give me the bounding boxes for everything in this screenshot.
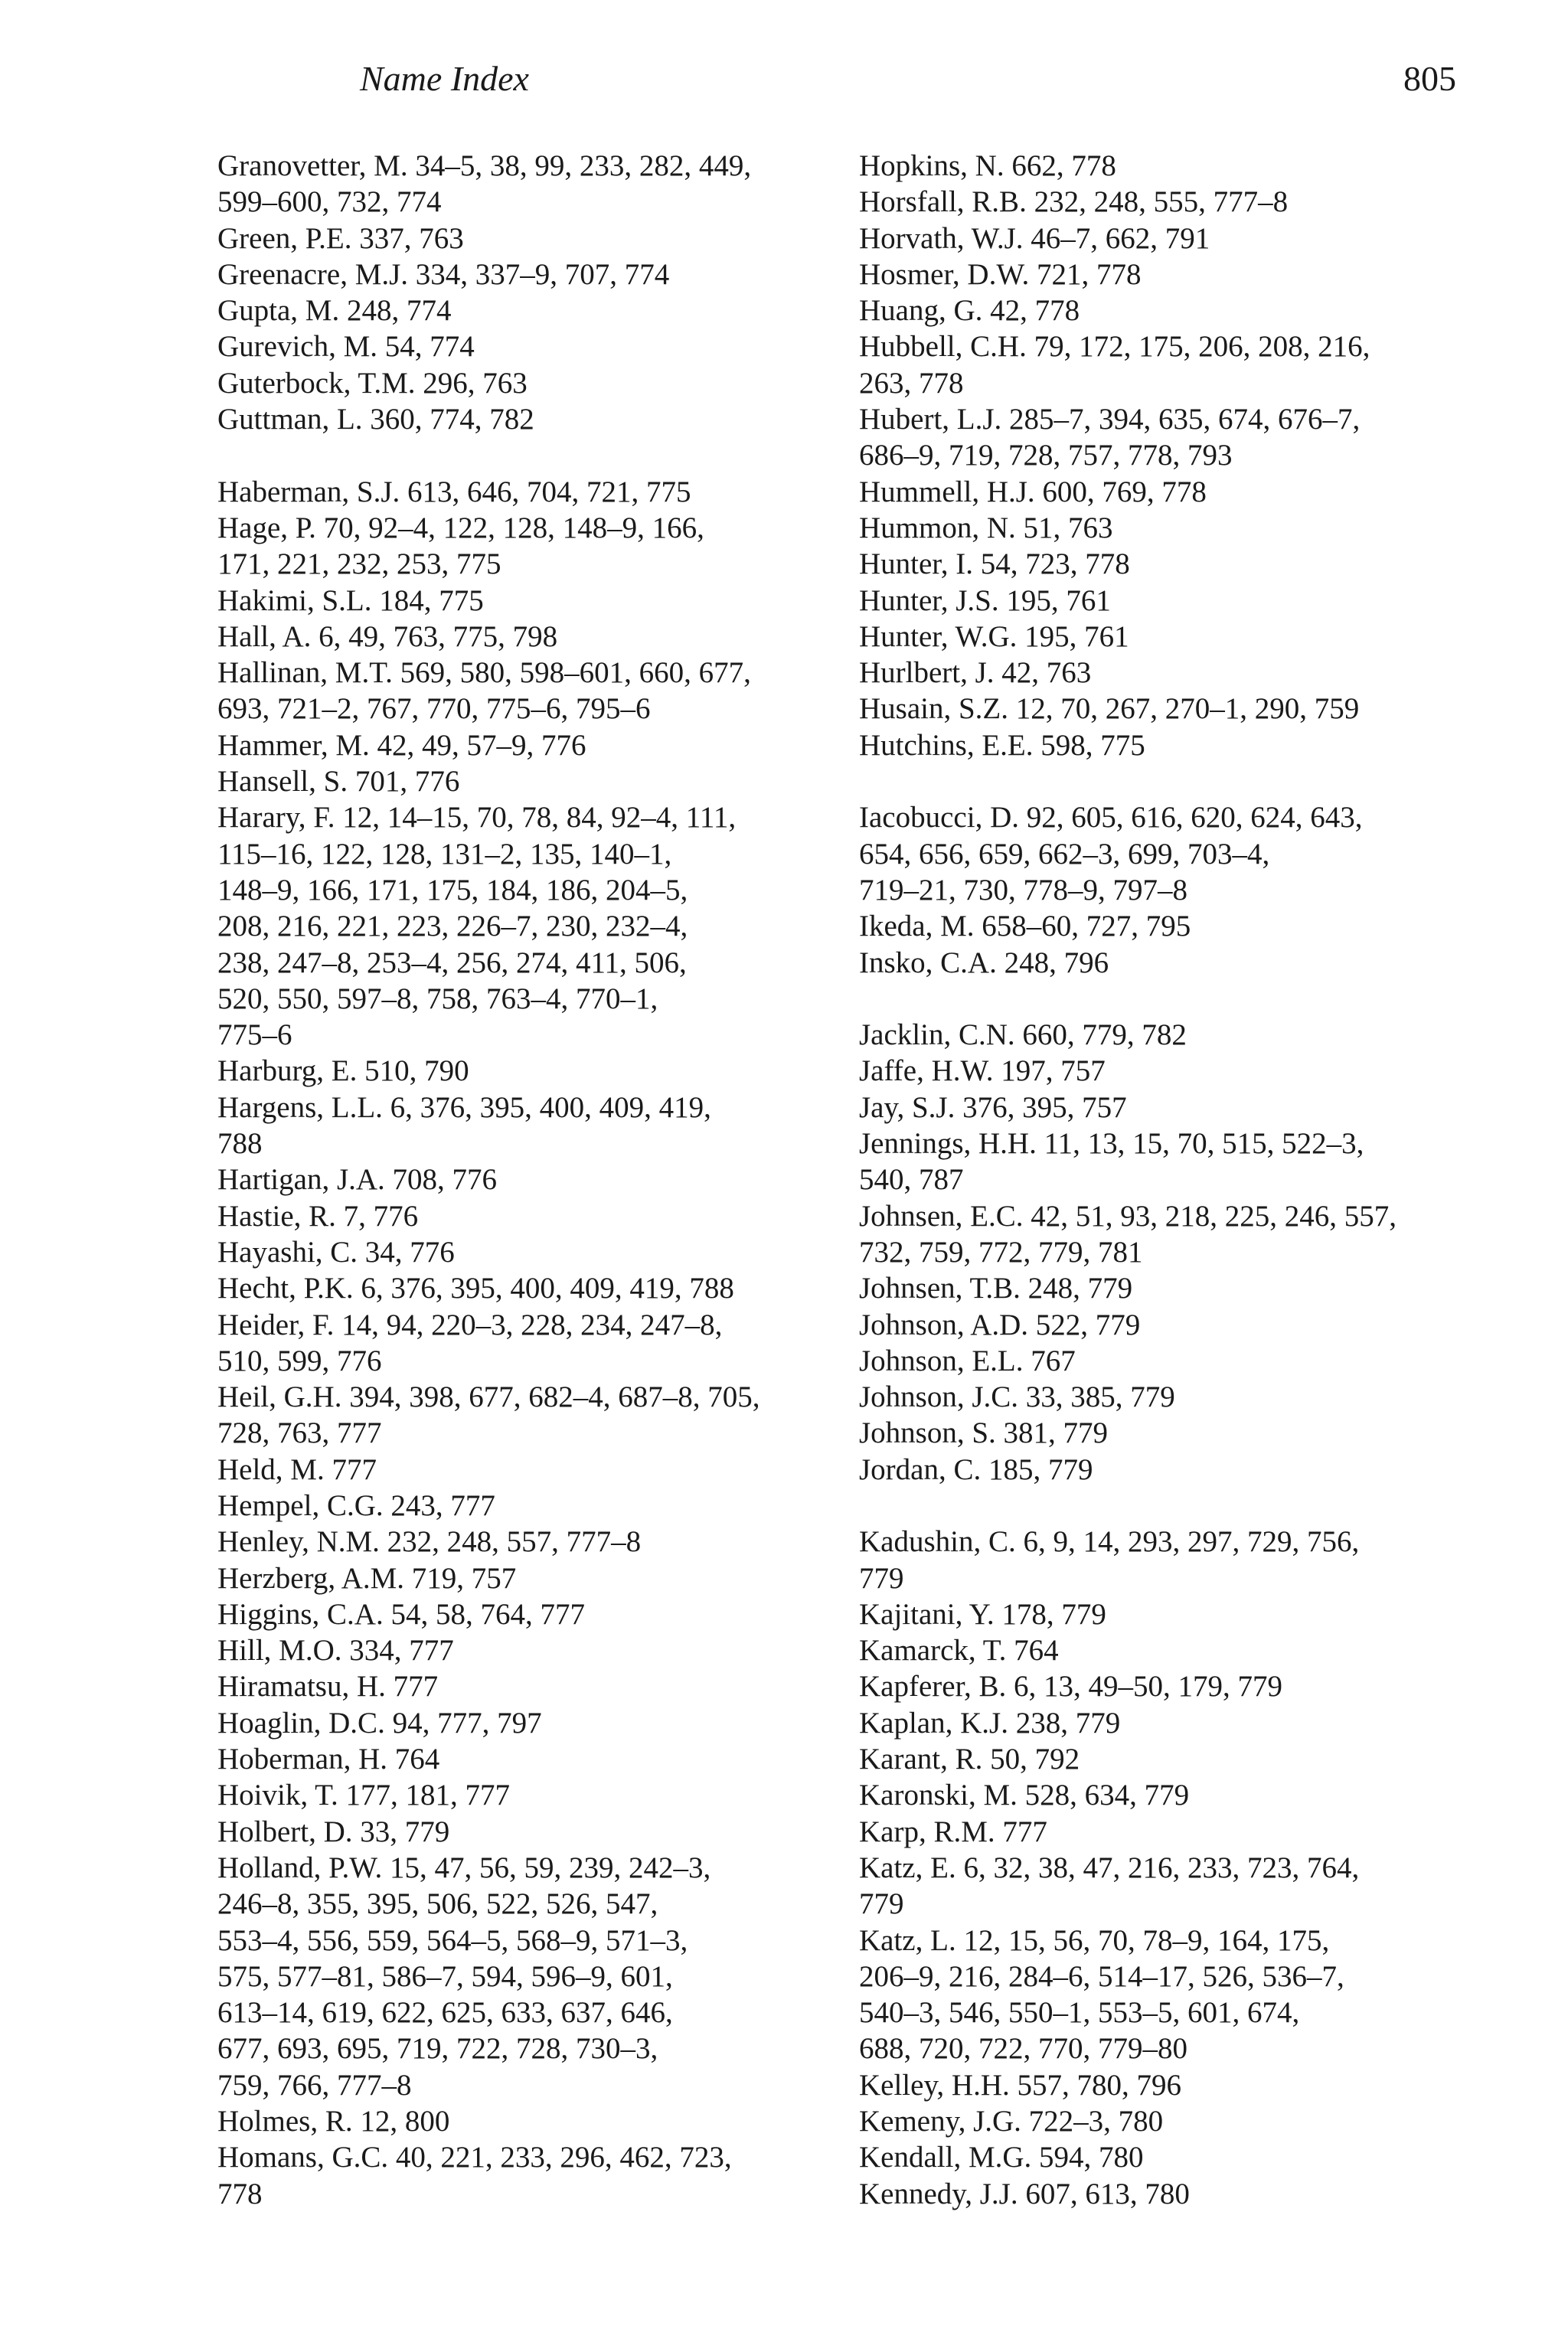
letter-section-gap <box>859 1488 1487 1524</box>
index-entry <box>859 2139 1487 2175</box>
index-entry-line: Henley, N.M. 232, 248, 557, 777–8 <box>217 1525 642 1559</box>
index-entry-line: Jay, S.J. 376, 395, 757 <box>859 1090 1127 1124</box>
index-entry-line: Hartigan, J.A. 708, 776 <box>217 1163 498 1197</box>
index-entry-line: Hammer, M. 42, 49, 57–9, 776 <box>217 728 586 762</box>
index-entry <box>217 365 868 401</box>
index-entry <box>217 1307 868 1380</box>
index-entry <box>859 945 1487 981</box>
index-entry-line: Greenacre, M.J. 334, 337–9, 707, 774 <box>217 257 670 291</box>
index-entry-line: Granovetter, M. 34–5, 38, 99, 233, 282, 449, <box>217 149 752 182</box>
index-entry-line: Kendall, M.G. 594, 780 <box>859 2141 1144 2174</box>
index-entry <box>859 1307 1487 1343</box>
index-entry <box>859 510 1487 546</box>
index-entry-line: Hubbell, C.H. 79, 172, 175, 206, 208, 216, <box>859 330 1370 364</box>
index-entry-line: Johnson, J.C. 33, 385, 779 <box>859 1380 1175 1414</box>
index-entry <box>859 1524 1487 1596</box>
index-entry <box>859 691 1487 727</box>
index-entry <box>859 1379 1487 1415</box>
index-entry-line: Holmes, R. 12, 800 <box>217 2105 450 2138</box>
index-entry <box>217 474 868 510</box>
index-entry-continuation: 575, 577–81, 586–7, 594, 596–9, 601, <box>217 1959 673 1993</box>
index-entry <box>217 2139 868 2212</box>
index-entry-line: Hoivik, T. 177, 181, 777 <box>217 1779 511 1812</box>
index-entry <box>217 1488 868 1524</box>
index-entry-line: Katz, L. 12, 15, 56, 70, 78–9, 164, 175, <box>859 1923 1330 1957</box>
index-entry-continuation: 654, 656, 659, 662–3, 699, 703–4, <box>859 837 1270 871</box>
index-entry-continuation: 779 <box>859 1887 904 1921</box>
index-entry-line: Hunter, I. 54, 723, 778 <box>859 547 1130 581</box>
index-entry-line: Kajitani, Y. 178, 779 <box>859 1597 1106 1631</box>
index-entry <box>217 1270 868 1306</box>
index-entry-line: Johnsen, E.C. 42, 51, 93, 218, 225, 246, 557, <box>859 1199 1396 1233</box>
index-entry-line: Harburg, E. 510, 790 <box>217 1054 469 1088</box>
index-entry-line: Insko, C.A. 248, 796 <box>859 946 1109 979</box>
index-entry-line: Hage, P. 70, 92–4, 122, 128, 148–9, 166, <box>217 511 704 544</box>
index-entry-line: Jennings, H.H. 11, 13, 15, 70, 515, 522–3, <box>859 1127 1364 1161</box>
index-entry-line: Holland, P.W. 15, 47, 56, 59, 239, 242–3, <box>217 1851 711 1884</box>
index-entry-continuation: 263, 778 <box>859 366 964 400</box>
page-number: 805 <box>1403 59 1456 98</box>
index-entry-line: Harary, F. 12, 14–15, 70, 78, 84, 92–4, 111, <box>217 801 737 835</box>
index-entry-line: Gupta, M. 248, 774 <box>217 294 452 328</box>
index-entry-continuation: 238, 247–8, 253–4, 256, 274, 411, 506, <box>217 946 687 979</box>
index-entry <box>859 1741 1487 1777</box>
index-entry-continuation: 148–9, 166, 171, 175, 184, 186, 204–5, <box>217 873 688 907</box>
index-entry-line: Hargens, L.L. 6, 376, 395, 400, 409, 419, <box>217 1090 711 1124</box>
index-entry <box>217 1234 868 1270</box>
index-entry-line: Green, P.E. 337, 763 <box>217 221 464 255</box>
index-entry-line: Hosmer, D.W. 721, 778 <box>859 257 1142 291</box>
index-entry <box>859 1814 1487 1850</box>
index-entry <box>217 1560 868 1596</box>
index-entry <box>217 727 868 763</box>
index-entry-continuation: 540–3, 546, 550–1, 553–5, 601, 674, <box>859 1996 1300 2030</box>
index-entry-continuation: 599–600, 732, 774 <box>217 185 442 219</box>
index-entry-line: Horsfall, R.B. 232, 248, 555, 777–8 <box>859 185 1289 219</box>
index-entry-line: Haberman, S.J. 613, 646, 704, 721, 775 <box>217 475 691 508</box>
index-entry <box>859 655 1487 691</box>
index-entry <box>859 583 1487 619</box>
index-entry-line: Katz, E. 6, 32, 38, 47, 216, 233, 723, 764, <box>859 1851 1360 1884</box>
index-entry-line: Kelley, H.H. 557, 780, 796 <box>859 2068 1182 2102</box>
index-entry <box>859 1017 1487 1053</box>
index-entry <box>859 619 1487 655</box>
index-entry-line: Jordan, C. 185, 779 <box>859 1452 1093 1486</box>
index-entry-line: Karp, R.M. 777 <box>859 1815 1047 1848</box>
index-entry-line: Johnson, S. 381, 779 <box>859 1416 1109 1450</box>
index-entry <box>217 1524 868 1560</box>
index-entry <box>859 292 1487 328</box>
letter-section-gap <box>217 437 868 473</box>
index-entry <box>217 799 868 1053</box>
index-entry-continuation: 171, 221, 232, 253, 775 <box>217 547 501 581</box>
index-entry <box>217 1777 868 1813</box>
index-entry-line: Hiramatsu, H. 777 <box>217 1670 439 1704</box>
index-entry-continuation: 775–6 <box>217 1018 292 1052</box>
index-entry-line: Hayashi, C. 34, 776 <box>217 1235 455 1269</box>
index-entry <box>859 1198 1487 1271</box>
index-entry <box>859 1596 1487 1632</box>
index-entry-line: Herzberg, A.M. 719, 757 <box>217 1561 517 1595</box>
index-entry-line: Iacobucci, D. 92, 605, 616, 620, 624, 643, <box>859 801 1363 835</box>
index-entry-continuation: 732, 759, 772, 779, 781 <box>859 1235 1143 1269</box>
index-entry-line: Guterbock, T.M. 296, 763 <box>217 366 528 400</box>
index-entry <box>859 401 1487 474</box>
index-entry <box>217 1814 868 1850</box>
index-entry-line: Huang, G. 42, 778 <box>859 294 1080 328</box>
index-entry <box>217 328 868 364</box>
index-entry-continuation: 719–21, 730, 778–9, 797–8 <box>859 873 1187 907</box>
index-entry <box>859 908 1487 944</box>
index-entry-continuation: 206–9, 216, 284–6, 514–17, 526, 536–7, <box>859 1959 1344 1993</box>
index-entry-line: Kaplan, K.J. 238, 779 <box>859 1706 1121 1740</box>
index-entry-continuation: 520, 550, 597–8, 758, 763–4, 770–1, <box>217 982 658 1015</box>
index-entry-line: Guttman, L. 360, 774, 782 <box>217 403 534 436</box>
index-entry-line: Kapferer, B. 6, 13, 49–50, 179, 779 <box>859 1670 1283 1704</box>
index-entry-line: Hall, A. 6, 49, 763, 775, 798 <box>217 619 558 653</box>
index-entry <box>217 1053 868 1089</box>
index-entry <box>859 1923 1487 2067</box>
index-entry-line: Husain, S.Z. 12, 70, 267, 270–1, 290, 759 <box>859 692 1360 726</box>
index-entry-line: Johnson, A.D. 522, 779 <box>859 1308 1141 1341</box>
index-entry-line: Kennedy, J.J. 607, 613, 780 <box>859 2177 1190 2210</box>
index-entry <box>859 546 1487 582</box>
index-entry <box>859 1126 1487 1198</box>
index-entry <box>217 221 868 256</box>
index-entry-continuation: 759, 766, 777–8 <box>217 2068 412 2102</box>
index-entry <box>859 148 1487 184</box>
index-entry-continuation: 788 <box>217 1127 263 1161</box>
index-entry <box>859 727 1487 763</box>
index-entry <box>217 583 868 619</box>
index-entry-line: Kadushin, C. 6, 9, 14, 293, 297, 729, 756, <box>859 1525 1360 1559</box>
index-entry <box>859 1705 1487 1741</box>
index-entry <box>859 1053 1487 1089</box>
index-entry-continuation: 613–14, 619, 622, 625, 633, 637, 646, <box>217 1996 673 2030</box>
index-entry-line: Hummon, N. 51, 763 <box>859 511 1113 544</box>
index-entry <box>859 1452 1487 1488</box>
index-entry-line: Hill, M.O. 334, 777 <box>217 1634 454 1668</box>
index-entry-line: Johnsen, T.B. 248, 779 <box>859 1272 1133 1305</box>
index-entry-line: Jaffe, H.W. 197, 757 <box>859 1054 1106 1088</box>
index-entry-line: Hakimi, S.L. 184, 775 <box>217 583 484 617</box>
index-entry <box>217 256 868 292</box>
index-entry <box>217 1596 868 1632</box>
index-entry <box>859 1270 1487 1306</box>
index-entry <box>859 1668 1487 1704</box>
index-entry-line: Hoberman, H. 764 <box>217 1743 440 1776</box>
index-entry-line: Hansell, S. 701, 776 <box>217 765 460 799</box>
index-entry <box>859 1415 1487 1451</box>
index-entry <box>217 655 868 727</box>
index-entry <box>859 799 1487 908</box>
index-entry-continuation: 208, 216, 221, 223, 226–7, 230, 232–4, <box>217 910 688 943</box>
index-entry <box>859 184 1487 220</box>
index-entry <box>859 1777 1487 1813</box>
index-entry-line: Karonski, M. 528, 634, 779 <box>859 1779 1190 1812</box>
index-entry-line: Ikeda, M. 658–60, 727, 795 <box>859 910 1191 943</box>
index-entry-continuation: 246–8, 355, 395, 506, 522, 526, 547, <box>217 1887 658 1921</box>
index-entry-line: Hurlbert, J. 42, 763 <box>859 656 1092 690</box>
index-entry <box>859 2176 1487 2212</box>
index-entry-continuation: 779 <box>859 1561 904 1595</box>
index-entry-continuation: 728, 763, 777 <box>217 1416 382 1450</box>
index-entry-line: Heil, G.H. 394, 398, 677, 682–4, 687–8, 705, <box>217 1380 760 1414</box>
index-entry <box>859 1343 1487 1379</box>
index-entry <box>217 1452 868 1488</box>
index-entry-continuation: 115–16, 122, 128, 131–2, 135, 140–1, <box>217 837 672 871</box>
index-entry-continuation: 686–9, 719, 728, 757, 778, 793 <box>859 439 1233 472</box>
index-entry <box>859 328 1487 401</box>
index-entry <box>217 1668 868 1704</box>
index-entry <box>217 1198 868 1234</box>
index-entry-continuation: 693, 721–2, 767, 770, 775–6, 795–6 <box>217 692 651 726</box>
index-entry-line: Holbert, D. 33, 779 <box>217 1815 450 1848</box>
index-entry-line: Hecht, P.K. 6, 376, 395, 400, 409, 419, 788 <box>217 1272 734 1305</box>
index-entry-line: Hutchins, E.E. 598, 775 <box>859 728 1145 762</box>
index-entry-line: Johnson, E.L. 767 <box>859 1344 1076 1377</box>
index-entry-line: Homans, G.C. 40, 221, 233, 296, 462, 723, <box>217 2141 732 2174</box>
index-entry <box>217 1161 868 1197</box>
index-entry <box>859 221 1487 256</box>
index-entry-continuation: 677, 693, 695, 719, 722, 728, 730–3, <box>217 2032 658 2066</box>
index-entry <box>859 2067 1487 2103</box>
index-entry <box>217 2103 868 2139</box>
index-entry-continuation: 510, 599, 776 <box>217 1344 382 1377</box>
index-entry <box>217 510 868 583</box>
index-entry-line: Hunter, J.S. 195, 761 <box>859 583 1111 617</box>
index-entry-continuation: 553–4, 556, 559, 564–5, 568–9, 571–3, <box>217 1923 688 1957</box>
letter-section-gap <box>859 981 1487 1017</box>
index-entry <box>217 1741 868 1777</box>
index-entry-line: Hastie, R. 7, 776 <box>217 1199 419 1233</box>
index-entry-line: Hopkins, N. 662, 778 <box>859 149 1116 182</box>
index-entry <box>217 292 868 328</box>
index-entry-line: Kemeny, J.G. 722–3, 780 <box>859 2105 1164 2138</box>
index-entry <box>859 474 1487 510</box>
index-entry-continuation: 540, 787 <box>859 1163 964 1197</box>
index-entry-line: Hunter, W.G. 195, 761 <box>859 619 1129 653</box>
index-entry <box>217 148 868 221</box>
index-entry-continuation: 688, 720, 722, 770, 779–80 <box>859 2032 1187 2066</box>
index-entry-line: Hallinan, M.T. 569, 580, 598–601, 660, 677, <box>217 656 751 690</box>
index-column-right <box>859 148 1487 2212</box>
index-entry-line: Hummell, H.J. 600, 769, 778 <box>859 475 1207 508</box>
index-entry-line: Hempel, C.G. 243, 777 <box>217 1488 495 1522</box>
index-entry-line: Hubert, L.J. 285–7, 394, 635, 674, 676–7, <box>859 403 1361 436</box>
index-entry <box>217 1379 868 1452</box>
index-entry <box>217 763 868 799</box>
index-entry <box>859 1090 1487 1126</box>
index-entry-line: Karant, R. 50, 792 <box>859 1743 1080 1776</box>
index-entry-line: Held, M. 777 <box>217 1452 377 1486</box>
index-entry-line: Kamarck, T. 764 <box>859 1634 1059 1668</box>
index-entry-continuation: 778 <box>217 2177 263 2210</box>
index-entry-line: Horvath, W.J. 46–7, 662, 791 <box>859 221 1210 255</box>
index-entry-line: Jacklin, C.N. 660, 779, 782 <box>859 1018 1187 1052</box>
index-column-left <box>217 148 868 2212</box>
index-entry <box>859 1850 1487 1923</box>
index-entry <box>217 401 868 437</box>
index-entry <box>217 1705 868 1741</box>
index-entry-line: Heider, F. 14, 94, 220–3, 228, 234, 247–8, <box>217 1308 723 1341</box>
index-entry <box>859 2103 1487 2139</box>
index-entry <box>217 1090 868 1162</box>
index-entry <box>859 256 1487 292</box>
index-entry <box>859 1632 1487 1668</box>
index-entry <box>217 1632 868 1668</box>
index-entry-line: Gurevich, M. 54, 774 <box>217 330 475 364</box>
index-entry-line: Higgins, C.A. 54, 58, 764, 777 <box>217 1597 585 1631</box>
running-header-title: Name Index <box>360 59 529 98</box>
index-entry <box>217 619 868 655</box>
letter-section-gap <box>859 763 1487 799</box>
index-entry <box>217 1850 868 2103</box>
index-entry-line: Hoaglin, D.C. 94, 777, 797 <box>217 1706 542 1740</box>
